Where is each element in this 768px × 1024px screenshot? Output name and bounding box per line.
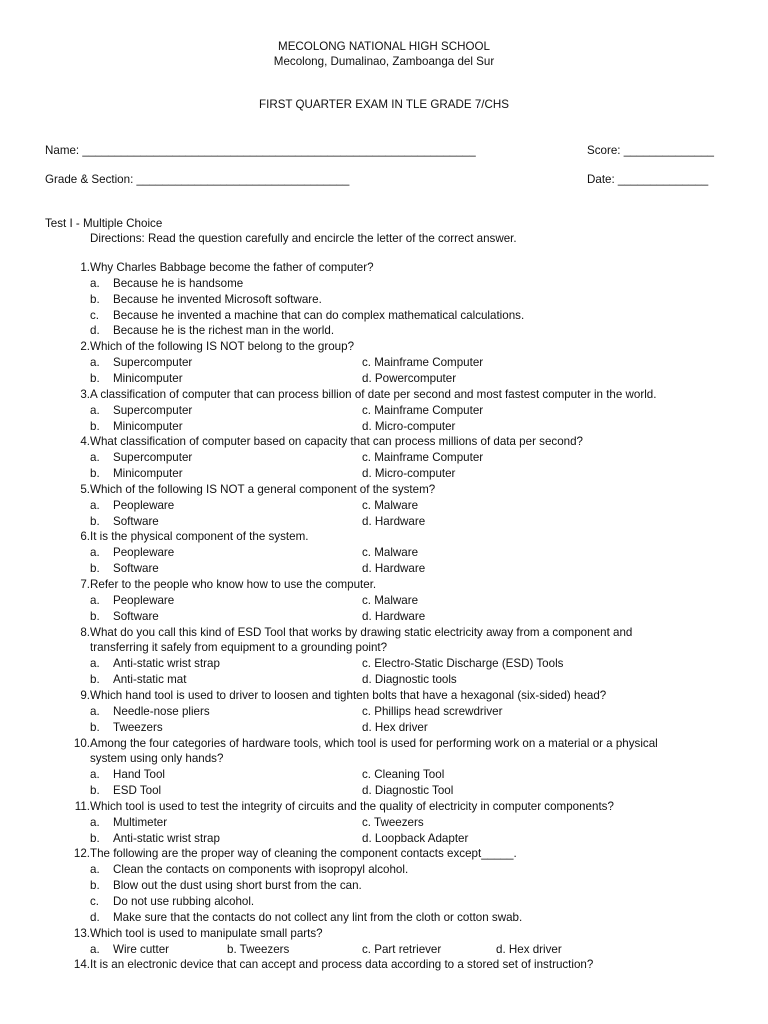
option-letter: b. — [90, 784, 100, 798]
option-letter: b. — [90, 673, 100, 687]
option-letter: b. — [90, 879, 100, 893]
option-text: d. Powercomputer — [362, 371, 457, 385]
school-address: Mecolong, Dumalinao, Zamboanga del Sur — [273, 55, 495, 68]
test-directions: Directions: Read the question carefully and encircle the letter of the correct answer. — [90, 232, 517, 245]
option-letter: b. — [90, 292, 100, 306]
option-letter: a. — [90, 657, 100, 671]
question-text: Which tool is used to manipulate small parts? — [90, 926, 323, 940]
option-letter: a. — [90, 276, 100, 290]
question-text: It is the physical component of the system. — [90, 530, 309, 544]
option-text: d. Hardware — [362, 609, 426, 623]
option-text: Needle-nose pliers — [113, 704, 210, 718]
question-number: 6. — [80, 530, 90, 544]
question-number: 9. — [80, 688, 90, 702]
question-text: Which tool is used to test the integrity of circuits and the quality of electricity in computer components? — [90, 799, 614, 813]
option-text: Supercomputer — [113, 403, 193, 417]
option-letter: b. — [90, 831, 100, 845]
option-text: Clean the contacts on components with isopropyl alcohol. — [113, 863, 409, 877]
option-letter: b. — [90, 514, 100, 528]
option-letter: a. — [90, 704, 100, 718]
option-letter: a. — [90, 593, 100, 607]
option-text: c. Mainframe Computer — [362, 356, 484, 370]
grade-section-field: Grade & Section: _________________________________ — [45, 173, 350, 186]
question-text: Among the four categories of hardware tools, which tool is used for performing work on a material or a physical — [90, 736, 658, 750]
option-text: b. Tweezers — [227, 942, 290, 956]
question-number: 4. — [80, 435, 90, 449]
option-text: ESD Tool — [113, 784, 162, 798]
option-letter: b. — [90, 467, 100, 481]
option-text: c. Malware — [362, 498, 419, 512]
option-text: d. Hardware — [362, 562, 426, 576]
question-number: 5. — [80, 482, 90, 496]
option-letter: a. — [90, 498, 100, 512]
option-text: Tweezers — [113, 720, 163, 734]
option-text: Because he is the richest man in the world. — [113, 324, 335, 338]
question-text: Which of the following IS NOT belong to the group? — [90, 340, 355, 354]
option-text: d. Hex driver — [496, 942, 562, 956]
option-letter: b. — [90, 609, 100, 623]
option-text: d. Diagnostic Tool — [362, 784, 454, 798]
option-letter: b. — [90, 371, 100, 385]
option-text: Because he invented a machine that can do complex mathematical calculations. — [113, 308, 525, 322]
question-number: 7. — [80, 578, 90, 591]
name-field: Name: _____________________________________________________________ — [45, 144, 476, 157]
option-letter: d. — [90, 324, 100, 338]
date-field: Date: ______________ — [587, 173, 709, 186]
option-text: Minicomputer — [113, 371, 183, 385]
question-number: 13. — [73, 926, 90, 940]
option-letter: b. — [90, 562, 100, 576]
question-number: 8. — [80, 625, 90, 639]
option-text: d. Diagnostic tools — [362, 673, 457, 687]
question-text: Why Charles Babbage become the father of computer? — [90, 261, 374, 274]
option-letter: c. — [90, 895, 100, 908]
option-text: c. Part retriever — [362, 942, 442, 956]
question-text: The following are the proper way of cleaning the component contacts except_____. — [90, 847, 517, 861]
question-number: 12. — [73, 847, 90, 861]
option-text: Anti-static wrist strap — [113, 657, 220, 671]
option-text: Hand Tool — [113, 768, 165, 782]
option-text: Wire cutter — [113, 942, 170, 956]
question-number: 14. — [73, 958, 90, 972]
option-text: Anti-static wrist strap — [113, 831, 220, 845]
option-letter: d. — [90, 910, 100, 924]
option-text: c. Phillips head screwdriver — [362, 704, 503, 718]
option-letter: a. — [90, 863, 100, 877]
option-text: d. Loopback Adapter — [362, 831, 469, 845]
option-text: c. Electro-Static Discharge (ESD) Tools — [362, 657, 564, 671]
question-text: It is an electronic device that can accept and process data according to a stored set of instruction? — [90, 958, 594, 972]
option-text: c. Mainframe Computer — [362, 403, 484, 417]
option-text: Software — [113, 609, 159, 623]
score-field: Score: ______________ — [587, 144, 714, 157]
option-letter: a. — [90, 356, 100, 370]
test-title: Test I - Multiple Choice — [45, 217, 163, 230]
option-text: Minicomputer — [113, 467, 183, 481]
question-number: 11. — [74, 799, 90, 813]
option-text: d. Micro-computer — [362, 467, 456, 481]
option-letter: b. — [90, 720, 100, 734]
option-text: Blow out the dust using short burst from the can. — [113, 879, 362, 893]
question-text: Which hand tool is used to driver to loosen and tighten bolts that have a hexagonal (six-sided) head? — [90, 688, 607, 702]
option-text: Anti-static mat — [113, 673, 187, 687]
option-letter: a. — [90, 546, 100, 560]
option-text: c. Cleaning Tool — [362, 768, 445, 782]
school-name: MECOLONG NATIONAL HIGH SCHOOL — [278, 40, 490, 53]
question-number: 2. — [80, 340, 90, 354]
option-text: Software — [113, 562, 159, 576]
option-text: Do not use rubbing alcohol. — [113, 895, 255, 908]
option-text: Because he invented Microsoft software. — [113, 292, 322, 306]
option-text: Because he is handsome — [113, 276, 244, 290]
question-text: Refer to the people who know how to use the computer. — [90, 578, 377, 591]
option-text: Peopleware — [113, 546, 175, 560]
question-text: system using only hands? — [90, 752, 224, 766]
question-text: Which of the following IS NOT a general component of the system? — [90, 482, 436, 496]
option-text: Minicomputer — [113, 419, 183, 433]
option-letter: a. — [90, 768, 100, 782]
option-text: Multimeter — [113, 815, 168, 829]
question-number: 1. — [80, 261, 90, 274]
question-number: 3. — [80, 387, 90, 401]
question-text: What do you call this kind of ESD Tool that works by drawing static electricity away from a component and — [90, 625, 633, 639]
option-text: d. Hex driver — [362, 720, 428, 734]
question-text: transferring it safely from equipment to a grounding point? — [90, 641, 388, 655]
option-letter: a. — [90, 942, 100, 956]
option-text: c. Tweezers — [362, 815, 424, 829]
option-text: Peopleware — [113, 593, 175, 607]
option-text: d. Hardware — [362, 514, 426, 528]
option-text: Software — [113, 514, 159, 528]
question-number: 10. — [73, 736, 90, 750]
option-letter: b. — [90, 419, 100, 433]
option-text: Make sure that the contacts do not collect any lint from the cloth or cotton swab. — [113, 910, 523, 924]
option-letter: c. — [90, 308, 100, 322]
option-letter: a. — [90, 403, 100, 417]
option-text: d. Micro-computer — [362, 419, 456, 433]
option-text: Supercomputer — [113, 356, 193, 370]
question-text: A classification of computer that can process billion of date per second and most fastest computer in the world. — [90, 387, 657, 401]
option-text: Supercomputer — [113, 451, 193, 465]
option-letter: a. — [90, 451, 100, 465]
option-text: c. Malware — [362, 546, 419, 560]
option-text: c. Malware — [362, 593, 419, 607]
option-letter: a. — [90, 815, 100, 829]
exam-title: FIRST QUARTER EXAM IN TLE GRADE 7/CHS — [259, 98, 509, 111]
option-text: Peopleware — [113, 498, 175, 512]
option-text: c. Mainframe Computer — [362, 451, 484, 465]
question-text: What classification of computer based on capacity that can process millions of data per second? — [90, 435, 583, 449]
